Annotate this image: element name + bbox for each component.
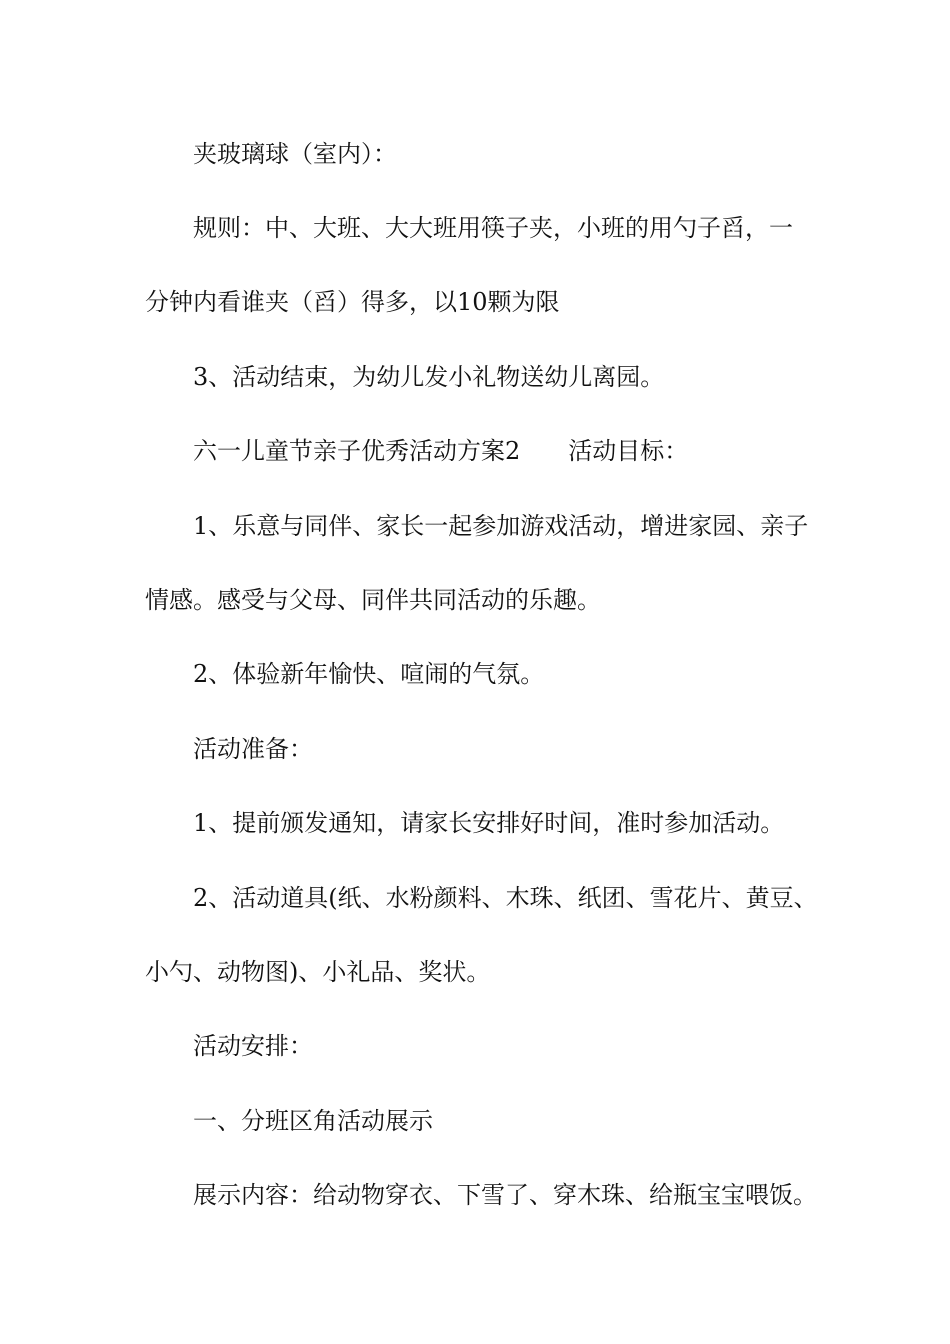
goal-1-line-1: 1、乐意与同伴、家长一起参加游戏活动，增进家园、亲子 [193, 512, 809, 540]
preparation-1: 1、提前颁发通知，请家长安排好时间，准时参加活动。 [193, 809, 785, 837]
arrangement-section-1: 一、分班区角活动展示 [193, 1107, 433, 1135]
preparation-heading: 活动准备： [193, 735, 313, 763]
heading-glass-ball-game: 夹玻璃球（室内）： [193, 140, 397, 168]
step-3-paragraph: 3、活动结束，为幼儿发小礼物送幼儿离园。 [193, 363, 665, 391]
goal-2: 2、体验新年愉快、喧闹的气氛。 [193, 660, 545, 688]
goal-1-line-2: 情感。感受与父母、同伴共同活动的乐趣。 [145, 586, 601, 614]
display-content: 展示内容：给动物穿衣、下雪了、穿木珠、给瓶宝宝喂饭。 [193, 1181, 817, 1209]
arrangement-heading: 活动安排： [193, 1032, 313, 1060]
rules-paragraph-line-1: 规则：中、大班、大大班用筷子夹，小班的用勺子舀，一 [193, 214, 793, 242]
preparation-2-line-1: 2、活动道具(纸、水粉颜料、木珠、纸团、雪花片、黄豆、 [193, 884, 818, 912]
preparation-2-line-2: 小勺、动物图)、小礼品、奖状。 [145, 958, 491, 986]
rules-paragraph-line-2: 分钟内看谁夹（舀）得多，以10颗为限 [145, 288, 560, 316]
plan-2-title: 六一儿童节亲子优秀活动方案2 活动目标： [193, 437, 689, 465]
